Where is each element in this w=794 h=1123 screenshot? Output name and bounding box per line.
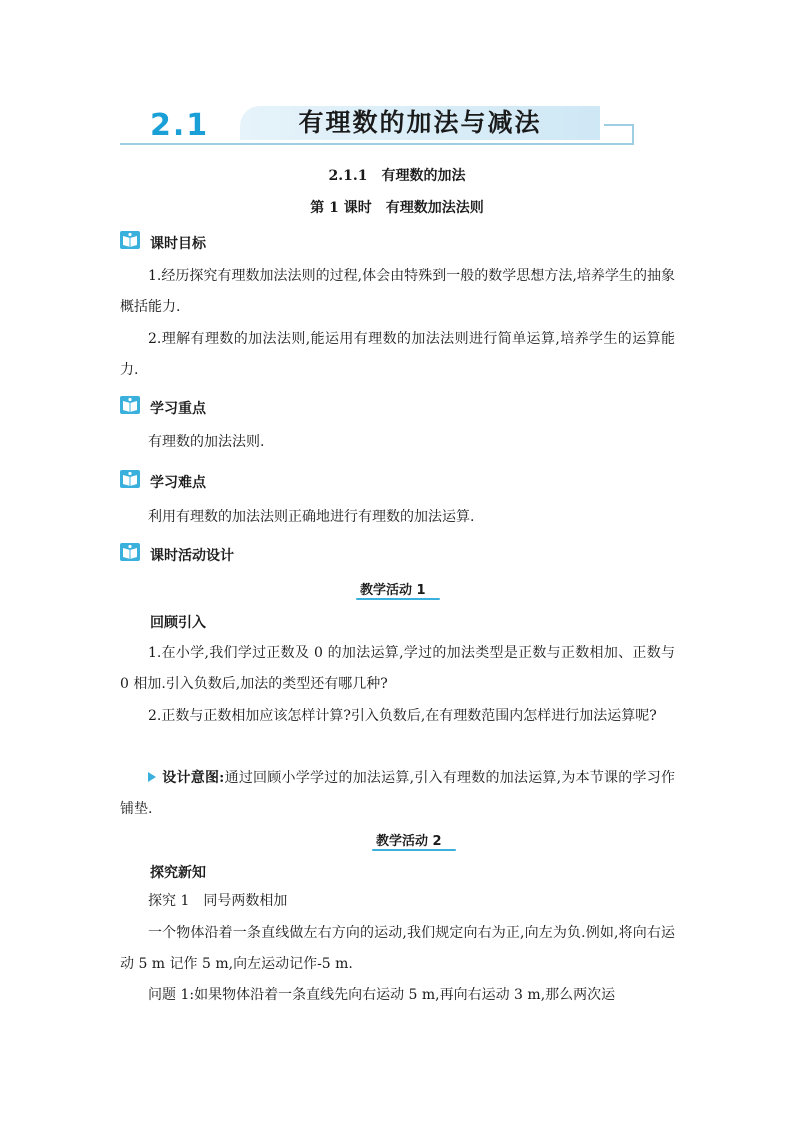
section-title-difficulties: 学习难点 <box>150 475 206 491</box>
book-icon <box>120 231 140 249</box>
key-points-text: 有理数的加法法则. <box>148 434 265 450</box>
book-icon <box>120 543 140 561</box>
activity-2-label: 教学活动 2 <box>376 834 442 849</box>
objective-item-1: 1.经历探究有理数加法法则的过程,体会由特殊到一般的数学思想方法,培养学生的抽象概括能力. <box>120 268 675 315</box>
design-intent-text: 通过回顾小学学过的加法运算,引入有理数的加法运算,为本节课的学习作铺垫. <box>120 770 675 817</box>
triangle-bullet-icon <box>148 772 156 782</box>
book-icon <box>120 396 140 414</box>
difficulties-text: 利用有理数的加法法则正确地进行有理数的加法运算. <box>148 509 475 525</box>
section-title-design: 课时活动设计 <box>150 548 234 564</box>
explore-1-title: 探究 1 同号两数相加 <box>148 893 288 909</box>
activity-1-heading: 回顾引入 <box>150 615 206 631</box>
activity-1-underline <box>356 598 440 600</box>
chapter-title: 有理数的加法与减法 <box>298 108 542 137</box>
subsection-title: 2.1.1 有理数的加法 <box>328 168 466 184</box>
design-intent-label: 设计意图: <box>162 770 225 786</box>
header-corner-line-top <box>604 124 634 126</box>
activity-1-question-1: 1.在小学,我们学过正数及 0 的加法运算,学过的加法类型是正数与正数相加、正数与 0 相加.引入负数后,加法的类型还有哪几种? <box>120 645 675 692</box>
section-number: 2.1 <box>150 108 210 143</box>
book-icon <box>120 470 140 488</box>
header-underline <box>120 143 634 145</box>
activity-2-underline <box>372 849 456 851</box>
section-title-objectives: 课时目标 <box>150 236 206 252</box>
objective-item-2: 2.理解有理数的加法法则,能运用有理数的加法法则进行简单运算,培养学生的运算能力. <box>120 331 675 378</box>
activity-1-label: 教学活动 1 <box>360 583 426 598</box>
activity-2-heading: 探究新知 <box>150 865 206 881</box>
explore-1-paragraph: 一个物体沿着一条直线做左右方向的运动,我们规定向右为正,向左为负.例如,将向右运动 5 m 记作 5 m,向左运动记作-5 m. <box>120 925 675 972</box>
question-1: 问题 1:如果物体沿着一条直线先向右运动 5 m,再向右运动 3 m,那么两次运 <box>148 987 616 1003</box>
header-corner-line <box>632 124 634 145</box>
section-title-key-points: 学习重点 <box>150 401 206 417</box>
activity-1-question-2: 2.正数与正数相加应该怎样计算?引入负数后,在有理数范围内怎样进行加法运算呢? <box>148 708 657 724</box>
design-intent <box>120 763 675 825</box>
lesson-title: 第 1 课时 有理数加法法则 <box>310 200 484 216</box>
